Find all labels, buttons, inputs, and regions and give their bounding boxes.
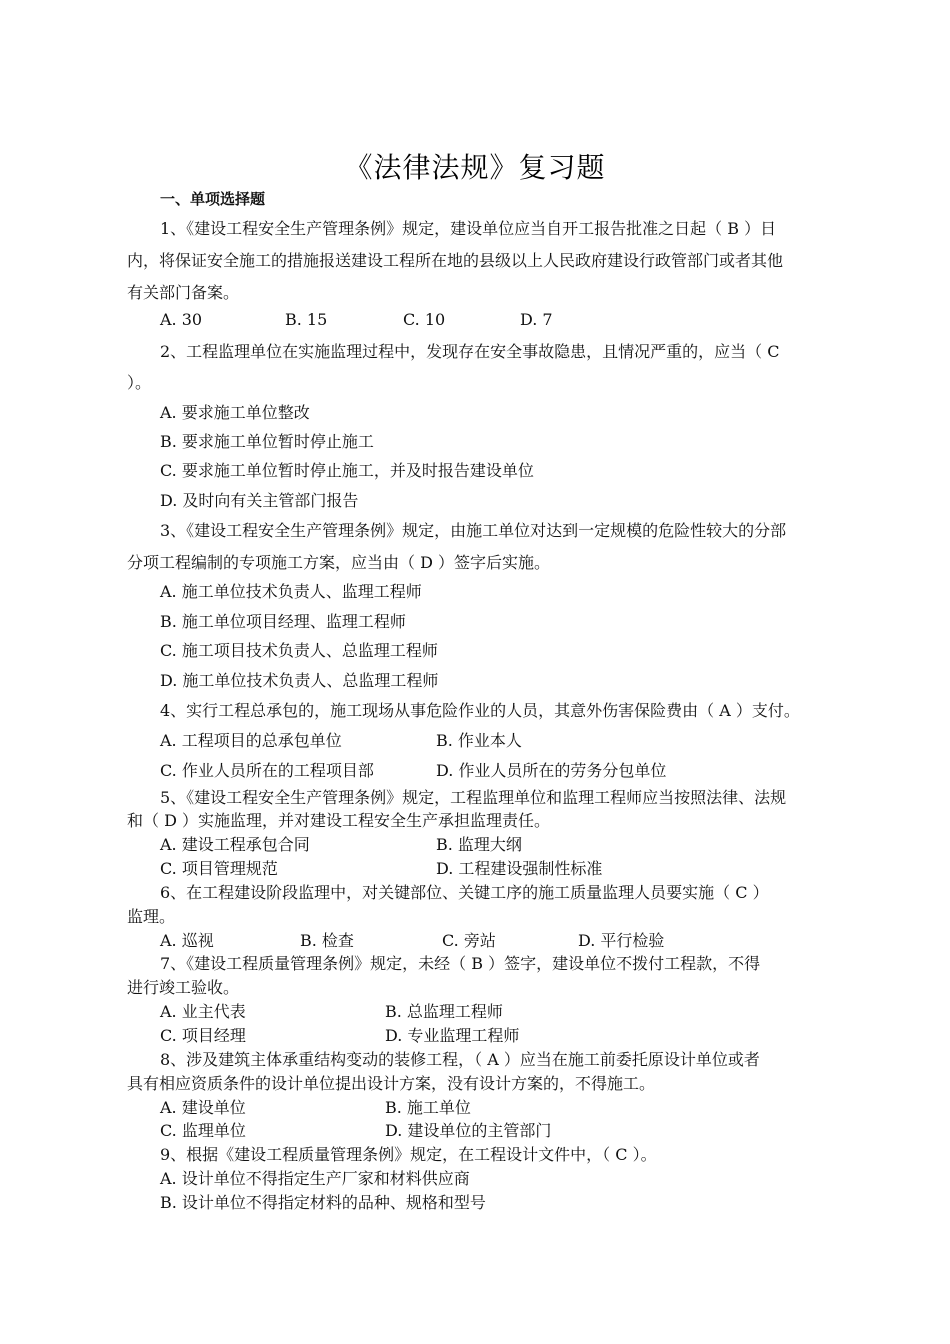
question-3-option-a: A. 施工单位技术负责人、监理工程师 bbox=[160, 582, 422, 601]
question-4-line-1: 4、实行工程总承包的，施工现场从事危险作业的人员，其意外伤害保险费由（ A ）支付。 bbox=[160, 701, 800, 720]
question-3-option-c: C. 施工项目技术负责人、总监理工程师 bbox=[160, 641, 438, 660]
question-3-option-d: D. 施工单位技术负责人、总监理工程师 bbox=[160, 671, 439, 690]
question-5-option-d: D. 工程建设强制性标准 bbox=[436, 859, 603, 878]
question-9-line-1: 9、根据《建设工程质量管理条例》规定，在工程设计文件中，（ C ）。 bbox=[160, 1145, 657, 1164]
question-1-option-a: A. 30 bbox=[160, 310, 203, 329]
question-6-option-c: C. 旁站 bbox=[442, 931, 496, 950]
question-5-option-a: A. 建设工程承包合同 bbox=[160, 835, 310, 854]
section-heading: 一、单项选择题 bbox=[160, 190, 266, 208]
question-7-option-a: A. 业主代表 bbox=[160, 1002, 246, 1021]
question-1-line-2: 内，将保证安全施工的措施报送建设工程所在地的县级以上人民政府建设行政管部门或者其他 bbox=[127, 251, 784, 270]
question-1-line-3: 有关部门备案。 bbox=[127, 283, 240, 302]
question-5-option-b: B. 监理大纲 bbox=[436, 835, 522, 854]
question-1-option-b: B. 15 bbox=[285, 310, 328, 329]
question-8-line-1: 8、涉及建筑主体承重结构变动的装修工程，（ A ）应当在施工前委托原设计单位或者 bbox=[160, 1050, 760, 1069]
question-7-line-1: 7、《建设工程质量管理条例》规定，未经（ B ）签字，建设单位不拨付工程款，不得 bbox=[160, 954, 761, 973]
question-9-option-a: A. 设计单位不得指定生产厂家和材料供应商 bbox=[160, 1169, 470, 1188]
question-8-option-c: C. 监理单位 bbox=[160, 1121, 246, 1140]
document-title: 《法律法规》复习题 bbox=[344, 151, 606, 184]
question-4-option-a: A. 工程项目的总承包单位 bbox=[160, 731, 342, 750]
question-6-option-a: A. 巡视 bbox=[160, 931, 214, 950]
question-8-option-b: B. 施工单位 bbox=[385, 1098, 471, 1117]
question-1-line-1: 1、《建设工程安全生产管理条例》规定，建设单位应当自开工报告批准之日起（ B ）日 bbox=[160, 219, 777, 238]
question-2-line-1: 2、工程监理单位在实施监理过程中，发现存在安全事故隐患，且情况严重的，应当（ C bbox=[160, 342, 780, 361]
question-3-line-2: 分项工程编制的专项施工方案，应当由（ D ）签字后实施。 bbox=[127, 553, 551, 572]
question-5-line-2: 和（ D ）实施监理，并对建设工程安全生产承担监理责任。 bbox=[127, 811, 551, 830]
question-2-option-d: D. 及时向有关主管部门报告 bbox=[160, 491, 359, 510]
question-5-option-c: C. 项目管理规范 bbox=[160, 859, 278, 878]
question-3-line-1: 3、《建设工程安全生产管理条例》规定，由施工单位对达到一定规模的危险性较大的分部 bbox=[160, 521, 787, 540]
question-7-option-c: C. 项目经理 bbox=[160, 1026, 246, 1045]
question-8-option-a: A. 建设单位 bbox=[160, 1098, 246, 1117]
question-6-option-d: D. 平行检验 bbox=[578, 931, 665, 950]
question-7-line-2: 进行竣工验收。 bbox=[127, 978, 240, 997]
question-1-option-d: D. 7 bbox=[520, 310, 553, 329]
question-9-option-b: B. 设计单位不得指定材料的品种、规格和型号 bbox=[160, 1193, 486, 1212]
question-7-option-b: B. 总监理工程师 bbox=[385, 1002, 503, 1021]
question-2-option-b: B. 要求施工单位暂时停止施工 bbox=[160, 432, 374, 451]
question-1-option-c: C. 10 bbox=[403, 310, 446, 329]
question-8-line-2: 具有相应资质条件的设计单位提出设计方案，没有设计方案的，不得施工。 bbox=[127, 1074, 656, 1093]
question-4-option-b: B. 作业本人 bbox=[436, 731, 522, 750]
question-6-line-1: 6、在工程建设阶段监理中，对关键部位、关键工序的施工质量监理人员要实施（ C ） bbox=[160, 883, 769, 902]
question-4-option-d: D. 作业人员所在的劳务分包单位 bbox=[436, 761, 667, 780]
question-2-line-2: ）。 bbox=[127, 373, 152, 392]
question-4-option-c: C. 作业人员所在的工程项目部 bbox=[160, 761, 374, 780]
question-6-option-b: B. 检查 bbox=[300, 931, 354, 950]
question-2-option-a: A. 要求施工单位整改 bbox=[160, 403, 310, 422]
question-3-option-b: B. 施工单位项目经理、监理工程师 bbox=[160, 612, 406, 631]
question-5-line-1: 5、《建设工程安全生产管理条例》规定，工程监理单位和监理工程师应当按照法律、法规 bbox=[160, 788, 787, 807]
question-6-line-2: 监理。 bbox=[127, 907, 176, 926]
question-8-option-d: D. 建设单位的主管部门 bbox=[385, 1121, 552, 1140]
question-7-option-d: D. 专业监理工程师 bbox=[385, 1026, 520, 1045]
question-2-option-c: C. 要求施工单位暂时停止施工，并及时报告建设单位 bbox=[160, 461, 534, 480]
